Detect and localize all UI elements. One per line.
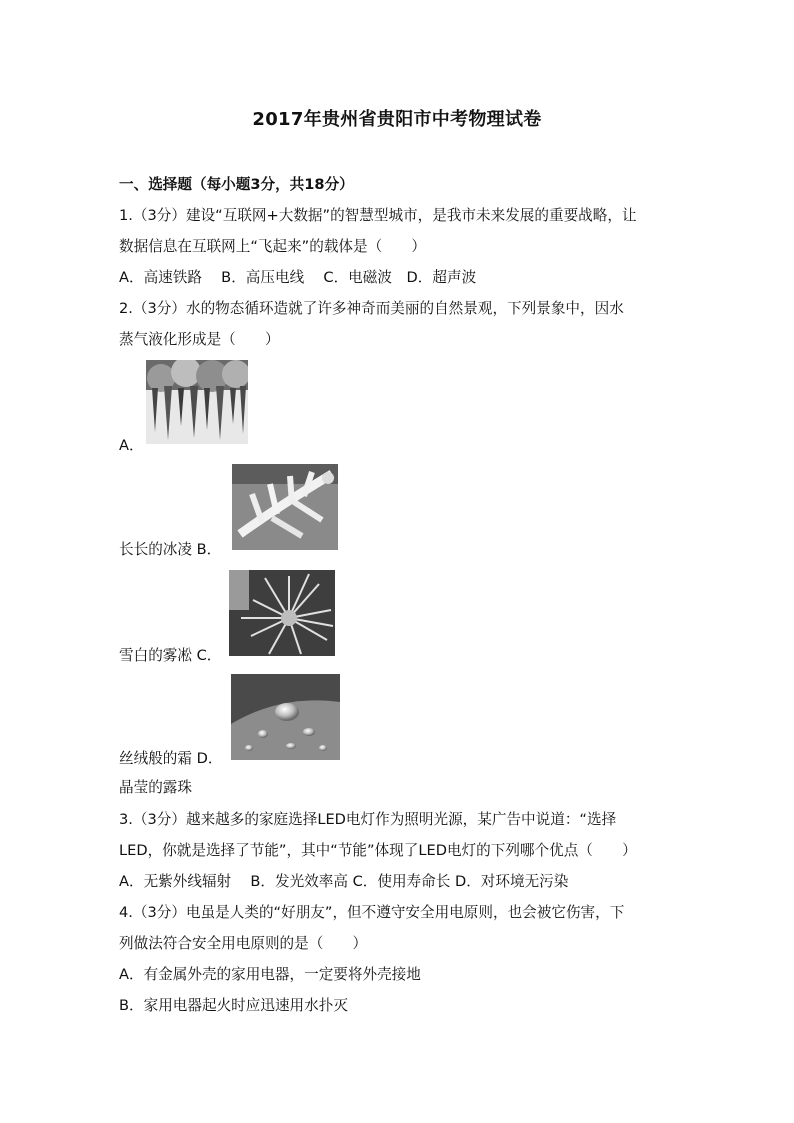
q2-option-c-label: 雪白的雾凇 C． [119, 647, 222, 664]
q1-stem-line1: 1.（3分）建设“互联网+大数据”的智慧型城市，是我市未来发展的重要战略，让 [119, 207, 637, 224]
q2-option-a-label: A． [119, 437, 144, 454]
q2-option-d-caption: 晶莹的露珠 [119, 779, 192, 796]
q2-stem-line2: 蒸气液化形成是（ ） [119, 331, 280, 348]
q3-stem-line2: LED，你就是选择了节能”，其中“节能”体现了LED电灯的下列哪个优点（ ） [119, 842, 637, 859]
q2-option-b-label: 长长的冰凌 B． [119, 541, 222, 558]
q3-stem-line1: 3.（3分）越来越多的家庭选择LED电灯作为照明光源，某广告中说道：“选择 [119, 811, 617, 828]
q4-stem-line1: 4.（3分）电虽是人类的“好朋友”，但不遵守安全用电原则，也会被它伤害，下 [119, 904, 625, 921]
q1-options: A．高速铁路 B．高压电线 C．电磁波 D．超声波 [119, 269, 477, 286]
q2-stem-line1: 2.（3分）水的物态循环造就了许多神奇而美丽的自然景观，下列景象中，因水 [119, 300, 624, 317]
dew-photo [231, 674, 340, 760]
q2-option-d-label: 丝绒般的霜 D． [119, 750, 223, 767]
frost-photo [229, 570, 335, 656]
icicles-photo [146, 360, 248, 444]
q1-stem-line2: 数据信息在互联网上“飞起来”的载体是（ ） [119, 238, 426, 255]
q3-options: A．无紫外线辐射 B．发光效率高 C．使用寿命长 D．对环境无污染 [119, 873, 569, 890]
q4-option-a: A．有金属外壳的家用电器，一定要将外壳接地 [119, 966, 421, 983]
q4-stem-line2: 列做法符合安全用电原则的是（ ） [119, 935, 368, 952]
page-title: 2017年贵州省贵阳市中考物理试卷 [252, 109, 542, 130]
q4-option-b: B．家用电器起火时应迅速用水扑灭 [119, 997, 348, 1014]
rime-photo [232, 464, 338, 550]
section-heading: 一、选择题（每小题3分，共18分） [119, 176, 354, 193]
